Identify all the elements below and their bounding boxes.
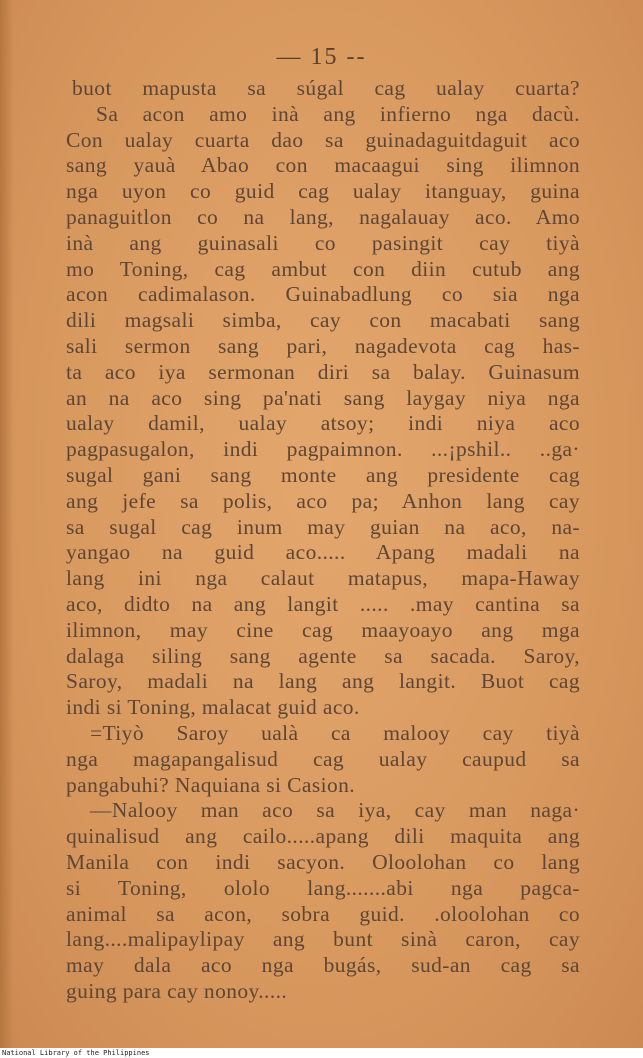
text-line: si Toning, ololo lang.......abi nga pagca- (66, 875, 580, 900)
text-line: =Tiyò Saroy ualà ca malooy cay tiyà (90, 720, 580, 745)
text-line: lang ini nga calaut matapus, mapa-Haway (66, 566, 580, 591)
text-line: indi si Toning, malacat guid aco. (66, 695, 360, 720)
text-line: ilimnon, may cine cag maayoayo ang mga (66, 617, 580, 642)
text-line: Saroy, madali na lang ang langit. Buot cag (66, 669, 580, 694)
text-line: an na aco sing pa'nati sang laygay niya nga (66, 385, 580, 410)
text-line: animal sa acon, sobra guid. .oloolohan co (66, 901, 580, 926)
text-line: Manila con indi sacyon. Oloolohan co lang (66, 849, 580, 874)
text-line: —Nalooy man aco sa iya, cay man naga· (90, 798, 580, 823)
text-line: mo Toning, cag ambut con diin cutub ang (66, 256, 580, 281)
text-line: yangao na guid aco..... Apang madali na (66, 540, 580, 565)
library-credit: National Library of the Philippines (2, 1049, 150, 1057)
text-line: lang....malipaylipay ang bunt sinà caron, cay (66, 927, 580, 952)
page-number: — 15 -- (276, 44, 367, 70)
text-line: ang jefe sa polis, aco pa; Anhon lang cay (66, 488, 580, 513)
text-line: guing para cay nonoy..... (66, 978, 288, 1003)
text-line: nga magapangalisud cag ualay caupud sa (66, 746, 580, 771)
text-line: sugal gani sang monte ang presidente cag (66, 462, 580, 487)
text-line: panaguitlon co na lang, nagalauay aco. Amo (66, 204, 580, 229)
text-line: pagpasugalon, indi pagpaimnon. ...¡pshil.. ..ga· (66, 437, 580, 462)
text-line: dalaga siling sang agente sa sacada. Saroy, (66, 643, 580, 668)
text-line: dili magsali simba, cay con macabati sang (66, 308, 580, 333)
text-line: aco, didto na ang langit ..... .may cantina sa (66, 591, 580, 616)
text-line: ta aco iya sermonan diri sa balay. Guinasum (66, 359, 580, 384)
text-line: sang yauà Abao con macaagui sing ilimnon (66, 153, 580, 178)
text-line: acon cadimalason. Guinabadlung co sia nga (66, 282, 580, 307)
text-line: pangabuhi? Naquiana si Casion. (66, 772, 356, 797)
text-line: may dala aco nga bugás, sud-an cag sa (66, 953, 580, 978)
text-line: ualay damil, ualay atsoy; indi niya aco (66, 411, 580, 436)
text-line: quinalisud ang cailo.....apang dili maquita ang (66, 824, 580, 849)
text-line: sali sermon sang pari, nagadevota cag has- (66, 333, 580, 358)
text-line: nga uyon co guid cag ualay itanguay, guina (66, 179, 580, 204)
text-line: sa sugal cag inum may guian na aco, na- (66, 514, 580, 539)
text-line: Sa acon amo inà ang infierno nga dacù. (96, 101, 580, 126)
text-line: inà ang guinasali co pasingit cay tiyà (66, 230, 580, 255)
text-line: buot mapusta sa súgal cag ualay cuarta? (72, 76, 580, 100)
page-text (66, 76, 580, 1005)
text-line: Con ualay cuarta dao sa guinadaguitdaguit aco (66, 127, 580, 152)
